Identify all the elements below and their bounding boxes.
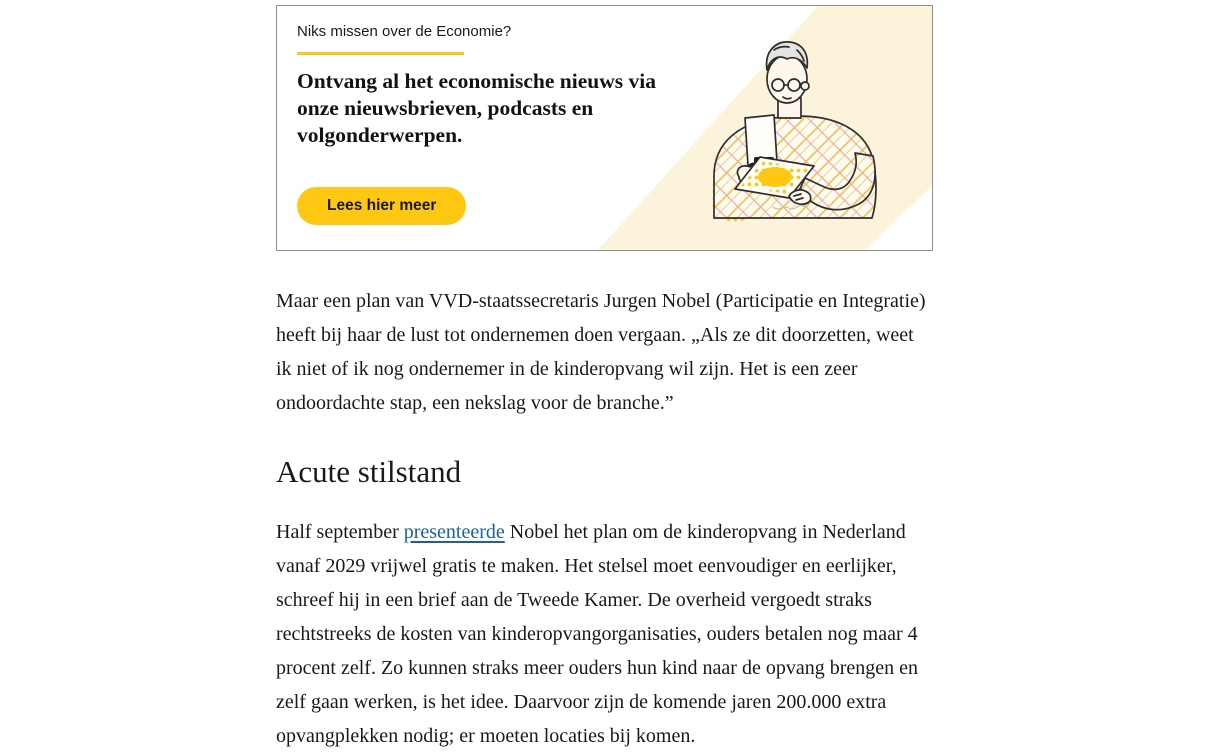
newsletter-promo-card — [276, 5, 933, 251]
promo-kicker: Niks missen over de Economie? — [297, 23, 512, 40]
article-paragraph-2 — [276, 515, 933, 752]
article-body — [276, 284, 933, 752]
accent-rule — [297, 52, 464, 55]
paragraph-2-text-after-link: Nobel het plan om de kinderopvang in Nederland vanaf 2029 vrijwel gratis te maken. Het stelsel moet eenvoudiger en eerlijker, schreef hij in een brief aan de Tweede Kamer. De overheid vergoedt straks rechtstreeks de kosten van kinderopvangorganisaties, ouders betalen nog maar 4 procent zelf. Zo kunnen straks meer ouders hun kind naar de opvang brengen en zelf gaan werken, is het idee. Daarvoor zijn de komende jaren 200.000 extra opvangplekken nodig; er moeten locaties bij komen. — [276, 521, 919, 747]
face — [767, 55, 807, 103]
section-heading: Acute stilstand — [276, 454, 462, 489]
paragraph-2-text-before-link: Half september — [276, 521, 404, 543]
article-link-presenteerde[interactable]: presenteerde — [403, 521, 505, 543]
read-more-button[interactable]: Lees hier meer — [297, 187, 466, 225]
promo-heading: Ontvang al het economische nieuws via onze nieuwsbrieven, podcasts en volgonderwerpen. — [297, 69, 656, 147]
article-paragraph-1: Maar een plan van VVD-staatssecretaris Jurgen Nobel (Participatie en Integratie) heeft bij haar de lust tot ondernemen doen vergaan. „Als ze dit doorzetten, weet ik niet of ik nog ondernemer in de kinderopvang wil zijn. Het is een zeer ondoordachte stap, een nekslag voor de branche.” — [276, 290, 926, 414]
